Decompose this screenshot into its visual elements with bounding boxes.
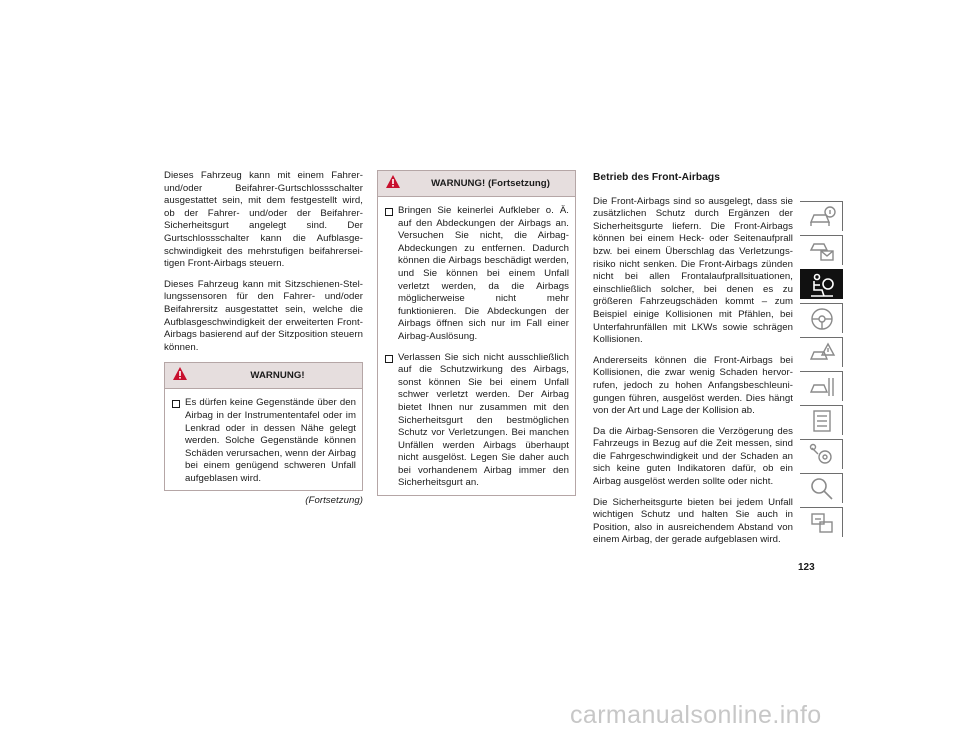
tab-language[interactable] xyxy=(800,507,843,537)
tab-airbag-seat[interactable] xyxy=(800,269,843,299)
column-2 xyxy=(377,170,576,496)
paragraph: Dieses Fahrzeug kann mit einem Fahrer- und/oder Beifahrer-Gurtschlossschalter ausgestattet sein, mit dem festgestellt wird, ob der Fahrer- und/oder der Beifahrer-Sicherheitsgurt angelegt sind. Der Gurtschlossschalter kann die Aufblasgeschwindigkeit des mehrstufigen beifahrerseitigen Front-Airbags steuern. xyxy=(164,170,363,270)
tab-warning-car[interactable] xyxy=(800,337,843,367)
column-1 xyxy=(164,170,363,508)
column-3 xyxy=(593,172,793,555)
tab-car-mail[interactable] xyxy=(800,235,843,265)
warning-bullet: Bringen Sie keinerlei Aufkleber o. Ä. auf den Abdeckungen der Airbags an. Versuchen Sie nicht, die Airbag-Abdeckungen zu entfernen. Dadurch können die Airbags beschädigt werden, und Sie können bei einem Unfall verletzt werden, da die Airbags möglicherweise nicht mehr funktionieren. Die Abdeckungen der Airbags öffnen sich nur im Fall einer Airbag-Auslösung. xyxy=(384,205,569,344)
wrench-gear-icon xyxy=(808,442,836,468)
paragraph: Dieses Fahrzeug kann mit Sitzschienen-Stellungssensoren für den Fahrer- und/oder Beifahrersitz ausgestattet sein, welche die Aufblasgeschwindigkeit der erweiterten Front-Airbags basierend auf der Sitzposition steuern können. xyxy=(164,278,363,353)
warning-triangle-icon xyxy=(385,174,401,189)
warning-triangle-icon xyxy=(172,366,188,381)
checkbox-bullet-icon xyxy=(385,208,393,216)
car-tools-icon xyxy=(808,374,836,400)
warning-body xyxy=(378,197,575,495)
warning-body xyxy=(165,389,362,490)
steering-wheel-icon xyxy=(808,306,836,332)
car-mail-icon xyxy=(808,238,836,264)
checkbox-bullet-icon xyxy=(172,400,180,408)
warning-title: WARNUNG! xyxy=(250,370,305,382)
tab-search[interactable] xyxy=(800,473,843,503)
language-icon xyxy=(808,510,836,536)
car-info-icon xyxy=(808,204,836,230)
tab-wrench-gear[interactable] xyxy=(800,439,843,469)
page-number: 123 xyxy=(798,562,815,573)
tab-car-info[interactable] xyxy=(800,201,843,231)
continued-note: (Fortsetzung) xyxy=(305,495,363,507)
checklist-icon xyxy=(808,408,836,434)
tab-checklist[interactable] xyxy=(800,405,843,435)
warning-bullet: Verlassen Sie sich nicht ausschließlich auf die Schutzwirkung des Airbags, sonst können Sie bei einem Unfall schwer verletzt werden. Der Airbag bietet Ihnen nur zusammen mit den Sicherheitsgurt den bestmöglichen Schutz vor Verletzungen. Bei manchen Unfällen werden Airbags überhaupt nicht ausgelöst. Legen Sie daher auch bei vorhandenem Airbag immer den Sicherheitsgurt an. xyxy=(384,352,569,491)
warning-box-continued xyxy=(377,170,576,496)
paragraph: Andererseits können die Front-Airbags bei Kollisionen, die zwar wenig Schaden hervorrufen, jedoch zu hohen Anfangsbeschleunigungen führen, ausgelöst werden. Dies hängt von der Art und Lage der Kollision ab. xyxy=(593,354,793,417)
warning-car-icon xyxy=(808,340,836,366)
chapter-tabs xyxy=(800,201,843,543)
paragraph: Da die Airbag-Sensoren die Verzögerung des Fahrzeugs in Bezug auf die Zeit messen, sind die Fahrgeschwindigkeit und der Schaden an sich keine guten Indikatoren dafür, ob ein Airbag ausgelöst werden sollte oder nicht. xyxy=(593,425,793,488)
watermark: carmanualsonline.info xyxy=(570,701,822,729)
warning-title: WARNUNG! (Fortsetzung) xyxy=(431,178,550,189)
warning-box xyxy=(164,362,363,491)
warning-bullet: Es dürfen keine Gegenstände über den Airbag in der Instrumententafel oder im Lenkrad oder in dessen Nähe gelegt werden. Solche Gegenstände können Schäden verursachen, wenn der Airbag bei einem genügend schweren Unfall aufgeblasen wird. xyxy=(171,397,356,485)
warning-header xyxy=(165,363,362,389)
airbag-seat-icon xyxy=(808,272,836,298)
checkbox-bullet-icon xyxy=(385,355,393,363)
warning-header xyxy=(378,171,575,197)
tab-car-tools[interactable] xyxy=(800,371,843,401)
paragraph: Die Sicherheitsgurte bieten bei jedem Unfall wichtigen Schutz und halten Sie auch in Position, also in ausreichendem Abstand von einem Airbag, der gerade aufgeblasen wird. xyxy=(593,496,793,546)
paragraph: Die Front-Airbags sind so ausgelegt, dass sie zusätzlichen Schutz durch Ergänzen der Sicherheitsgurte liefern. Die Front-Airbags können bei einem Heck- oder Seitenaufprall bzw. bei einem Überschlag das Verletzungsrisiko nicht senken. Die Front-Airbags zünden nicht bei allen Frontalaufprallsituationen, einschließlich solcher, bei denen es zu größeren Fahrzeugschäden kommt – zum Beispiel einige Kollisionen mit Pfählen, bei Unterfahrunfällen mit LKWs sowie schrägen Kollisionen. xyxy=(593,195,793,346)
tab-steering[interactable] xyxy=(800,303,843,333)
section-heading: Betrieb des Front-Airbags xyxy=(593,172,720,183)
magnifier-icon xyxy=(808,476,836,502)
